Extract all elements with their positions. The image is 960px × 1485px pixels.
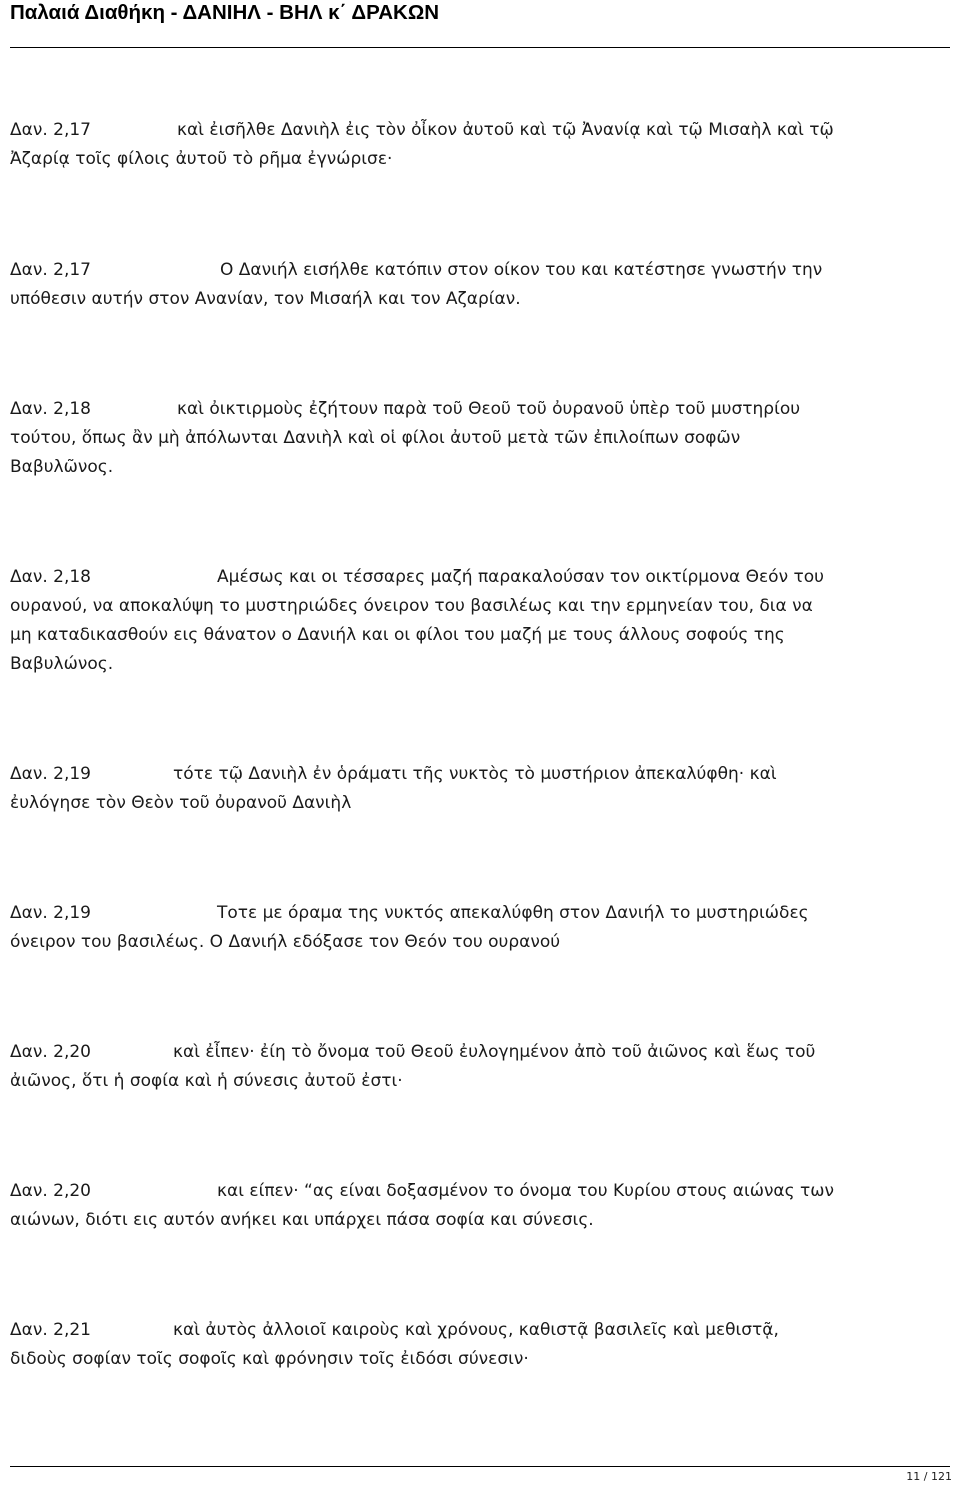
verse-block (10, 395, 955, 482)
verse-text-continuation: αιώνων, διότι εις αυτόν ανήκει και υπάρχει πάσα σοφία και σύνεσις. (10, 1210, 594, 1230)
verse-text-continuation: όνειρον του βασιλέως. Ο Δανιήλ εδόξασε τον Θεόν του ουρανού (10, 932, 561, 952)
verse-text-continuation: τούτου, ὅπως ἂν μὴ ἀπόλωνται Δανιὴλ καὶ οἱ φίλοι ἀυτοῦ μετὰ τῶν ἐπιλοίπων σοφῶν (10, 428, 741, 448)
verse-text-continuation: μη καταδικασθούν εις θάνατον ο Δανιήλ και οι φίλοι του μαζή με τους άλλους σοφούς της (10, 625, 785, 645)
verse-text-continuation: ἐυλόγησε τὸν Θεὸν τοῦ ὀυρανοῦ Δανιὴλ (10, 793, 352, 813)
verse-block (10, 899, 955, 957)
verse-text-continuation: Βαβυλῶνος. (10, 457, 114, 477)
verse-reference: Δαν. 2,20 (10, 1042, 91, 1062)
verse-text: καὶ ὀικτιρμοὺς ἐζήτουν παρὰ τοῦ Θεοῦ τοῦ ὀυρανοῦ ὑπὲρ τοῦ μυστηρίου (177, 399, 801, 419)
verse-text-continuation: διδοὺς σοφίαν τοῖς σοφοῖς καὶ φρόνησιν τοῖς ἐιδόσι σύνεσιν· (10, 1349, 529, 1369)
verse-block (10, 1038, 955, 1096)
verse-block (10, 256, 955, 314)
verse-text-continuation: ουρανού, να αποκαλύψη το μυστηριώδες όνειρον του βασιλέως και την ερμηνείαν του, δια να (10, 596, 813, 616)
verse-text-continuation: ἀιῶνος, ὅτι ἡ σοφία καὶ ἡ σύνεσις ἀυτοῦ ἐστι· (10, 1071, 403, 1091)
verse-text: Ο Δανιήλ εισήλθε κατόπιν στον οίκον του και κατέστησε γνωστήν την (220, 260, 823, 280)
verse-block (10, 1316, 955, 1374)
verse-text: τότε τῷ Δανιὴλ ἐν ὁράματι τῆς νυκτὸς τὸ μυστήριον ἀπεκαλύφθη· καὶ (173, 764, 777, 784)
verse-first-line (10, 1177, 955, 1206)
verse-reference: Δαν. 2,19 (10, 903, 91, 923)
verse-block (10, 760, 955, 818)
verse-block (10, 563, 955, 679)
verse-text-continuation: Βαβυλώνος. (10, 654, 114, 674)
verse-text: καὶ ἐἶπεν· ἐίη τὸ ὄνομα τοῦ Θεοῦ ἐυλογημένον ἀπὸ τοῦ ἀιῶνος καὶ ἕως τοῦ (173, 1042, 816, 1062)
verse-first-line (10, 899, 955, 928)
verse-reference: Δαν. 2,21 (10, 1320, 91, 1340)
verse-reference: Δαν. 2,18 (10, 399, 91, 419)
verse-first-line (10, 760, 955, 789)
verse-text: καὶ ἐισῆλθε Δανιὴλ ἐις τὸν ὀἶκον ἀυτοῦ καὶ τῷ Ἀνανίᾳ καὶ τῷ Μισαὴλ καὶ τῷ (177, 120, 834, 140)
verse-text-continuation: υπόθεσιν αυτήν στον Ανανίαν, τον Μισαήλ και τον Αζαρίαν. (10, 289, 521, 309)
verse-reference: Δαν. 2,18 (10, 567, 91, 587)
verse-reference: Δαν. 2,19 (10, 764, 91, 784)
verse-block (10, 1177, 955, 1235)
verse-first-line (10, 1316, 955, 1345)
verse-reference: Δαν. 2,17 (10, 260, 91, 280)
verse-reference: Δαν. 2,17 (10, 120, 91, 140)
verse-text-continuation: Ἀζαρίᾳ τοῖς φίλοις ἀυτοῦ τὸ ρῆμα ἐγνώρισε· (10, 149, 393, 169)
verse-first-line (10, 563, 955, 592)
page-header (10, 0, 950, 48)
verse-first-line (10, 1038, 955, 1067)
verse-text: και είπεν· “ας είναι δοξασμένον το όνομα του Κυρίου στους αιώνας των (217, 1181, 834, 1201)
verse-first-line (10, 395, 955, 424)
verse-block (10, 116, 955, 174)
verse-text: Αμέσως και οι τέσσαρες μαζή παρακαλούσαν τον οικτίρμονα Θεόν του (217, 567, 824, 587)
verse-first-line (10, 116, 955, 145)
page-title: Παλαιά Διαθήκη - ΔΑΝΙΗΛ - ΒΗΛ κ΄ ΔΡΑΚΩΝ (10, 1, 440, 24)
verse-text: καὶ ἀυτὸς ἀλλοιοῖ καιροὺς καὶ χρόνους, καθιστᾷ βασιλεῖς καὶ μεθιστᾷ, (173, 1320, 779, 1340)
footer-rule (10, 1466, 950, 1467)
verse-text: Τοτε με όραμα της νυκτός απεκαλύφθη στον Δανιήλ το μυστηριώδες (217, 903, 809, 923)
verse-first-line (10, 256, 955, 285)
page-number: 11 / 121 (906, 1470, 952, 1483)
verse-reference: Δαν. 2,20 (10, 1181, 91, 1201)
